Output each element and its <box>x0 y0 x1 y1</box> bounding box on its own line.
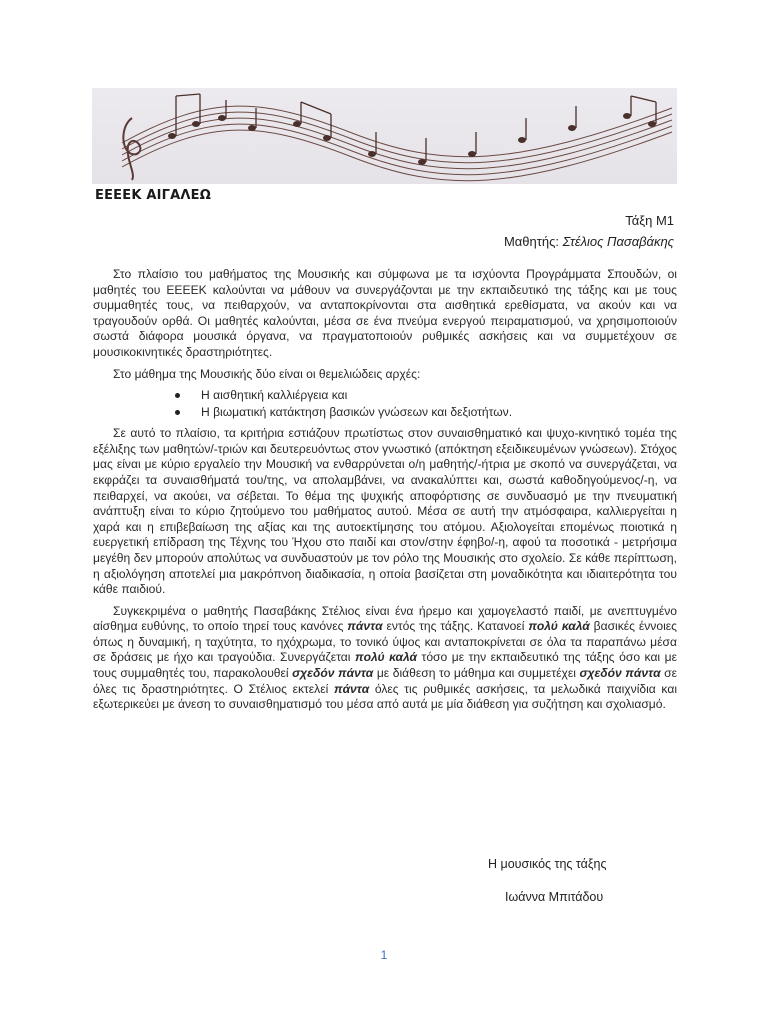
music-staff-banner <box>92 88 677 184</box>
signature-role: Η μουσικός της τάξης <box>488 857 607 871</box>
signature-name: Ιωάννα Μπιτάδου <box>505 890 604 904</box>
student-prefix: Μαθητής: <box>503 234 563 249</box>
emphasis: πολύ καλά <box>528 619 590 634</box>
paragraph-intro: Στο πλαίσιο του μαθήματος της Μουσικής και σύμφωνα με τα ισχύοντα Προγράμματα Σπουδών, οι μαθητές του ΕΕΕΕΚ καλούνται να μάθουν να συνεργάζονται με την εκπαιδευτικό της τάξης και με τους συμμαθητές τους, να πειθαρχούν, να ανταποκρίνονται στα αισθητικά ερεθίσματα, να ακούν και να τραγουδούν ορθά. Οι μαθητές καλούνται, μέσα σε ένα πνεύμα ενεργού πειραματισμού, να χρησιμοποιούν σωστά διάφορα μουσικά όργανα, να πραγματοποιούν ρυθμικές ασκήσεις και να συμμετέχουν σε μουσικοκινητικές δραστηριότητες. <box>93 267 677 359</box>
emphasis: σχεδόν πάντα <box>579 666 661 681</box>
student-line <box>504 234 674 249</box>
school-name: ΕΕΕΕΚ ΑΙΓΑΛΕΩ <box>95 188 211 203</box>
music-notes-illustration <box>92 88 677 184</box>
paragraph-criteria: Σε αυτό το πλαίσιο, τα κριτήρια εστιάζουν πρωτίστως στον συναισθηματικό και ψυχο-κινητικό τομέα της εξέλιξης των μαθητών/-τριών και δευτερευόντως στον γνωστικό (απόκτηση εξειδικευμένων γνώσεων). Στόχος μας είναι με κύριο εργαλείο την Μουσική να ενθαρρύνεται ο/η μαθητής/-ήτρια με σκοπό να συνεργάζεται, να εκφράζει τα συναισθήματά του/της, να απολαμβάνει, να ανακαλύπτει και, σωστά καθοδηγούμενος/-η, να πειθαρχεί, να ακούει, να σέβεται. Το θέμα της ψυχικής αποφόρτισης σε συνδυασμό με την πνευματική ανάπτυξη είναι το κύριο ζητούμενο του μαθήματος αυτού. Μέσα σε αυτή την ατμόσφαιρα, καλλιεργείται η χαρά και η επιβεβαίωση της αξίας και της αυτοεκτίμησης του ατόμου. Αξιολογείται επομένως ποιοτικά η ευεργετική επίδραση της Τέχνης του Ήχου στο παιδί και στον/στην έφηβο/-η, αφού τα ποσοτικά - μετρήσιμα μεγέθη δεν μπορούν απολύτως να συνδυαστούν με τον ρόλο της Μουσικής στο σχολείο. Σε κάθε περίπτωση, η αξιολόγηση αποτελεί μια μακρόπνοη διαδικασία, η οποία βασίζεται στη μοναδικότητα και ιδιαιτερότητα του κάθε παιδιού. <box>93 426 677 597</box>
page-number: 1 <box>380 948 388 962</box>
bullet-icon <box>175 393 180 398</box>
list-item: Η βιωματική κατάκτηση βασικών γνώσεων και δεξιοτήτων. <box>201 404 677 421</box>
bullet-icon <box>175 410 180 415</box>
principles-list <box>93 387 677 420</box>
paragraph-student-evaluation: Συγκεκριμένα ο μαθητής Πασαβάκης Στέλιος είναι ένα ήρεμο και χαμογελαστό παιδί, με ανεπτυγμένο αίσθημα ευθύνης, το οποίο τηρεί τους κανόνες πάντα εντός της τάξης. Κατανοεί πολύ καλά βασικές έννοιες όπως η δυναμική, η ταχύτητα, το ηχόχρωμα, το τονικό ύψος και ανταποκρίνεται σε όλα τα παραπάνω μέσα σε δράσεις με ήχο και τραγούδια. Συνεργάζεται πολύ καλά τόσο με την εκπαιδευτικό της τάξης όσο και με τους συμμαθητές του, παρακολουθεί σχεδόν πάντα με διάθεση το μάθημα και συμμετέχει σχεδόν πάντα σε όλες τις δραστηριότητες. Ο Στέλιος εκτελεί πάντα όλες τις ρυθμικές ασκήσεις, τα μελωδικά παιχνίδια και εξωτερικεύει με άνεση το συναισθηματισμό του μέσα από αυτά με μία διάθεση για συζήτηση και σχολιασμό. <box>93 603 678 712</box>
report-body <box>93 267 677 719</box>
emphasis: πάντα <box>333 681 370 696</box>
emphasis: πάντα <box>347 619 383 634</box>
list-item: Η αισθητική καλλιέργεια και <box>201 387 677 404</box>
emphasis: πολύ καλά <box>354 650 418 665</box>
student-name: Στέλιος Πασαβάκης <box>562 234 674 249</box>
emphasis: σχεδόν πάντα <box>292 666 374 681</box>
paragraph-principles: Στο μάθημα της Μουσικής δύο είναι οι θεμελιώδεις αρχές: <box>113 366 421 381</box>
class-label: Τάξη Μ1 <box>625 213 674 228</box>
